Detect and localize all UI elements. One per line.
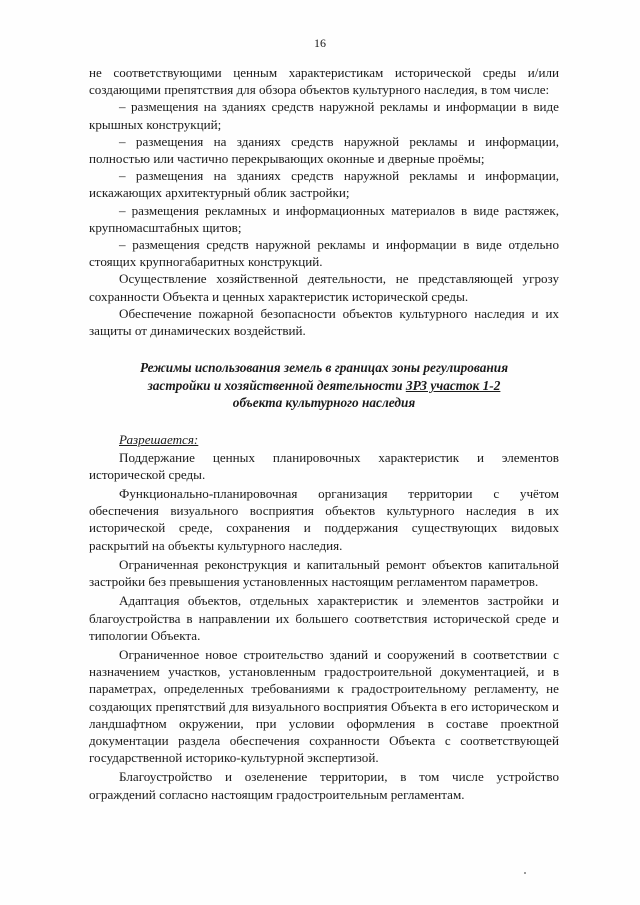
section-paragraph: Ограниченное новое строительство зданий и сооружений в соответствии с назначением участков, установленным градостроительной документацией, и в параметрах, определенных требованиями к градостроительному регламенту, не создающих препятствий для визуального восприятия Объекта в его историческом и ландшафтном окружении, при условии оформления в составе проектной документации раздела обеспечения сохранности Объекта с соответствующей государственной историко-культурной экспертизой. (89, 646, 559, 766)
section-paragraph: Функционально-планировочная организация территории с учётом обеспечения визуального восприятия объектов культурного наследия в их исторической среде, сохранения и поддержания существующих видовых раскрытий на объекты культурного наследия. (89, 486, 559, 553)
scan-speck (524, 872, 526, 874)
list-item: – размещения на зданиях средств наружной рекламы и информации, искажающих архитектурный облик застройки; (89, 168, 559, 201)
list-item: – размещения средств наружной рекламы и информации в виде отдельно стоящих крупногабаритных конструкций. (89, 237, 559, 270)
section-heading-line-2-text: застройки и хозяйственной деятельности (147, 377, 406, 393)
zone-code-underlined: ЗРЗ участок 1-2 (405, 377, 501, 393)
paragraph-economic-activity: Осуществление хозяйственной деятельности, не представляющей угрозу сохранности Объекта и ценных характеристик исторической среды. (89, 271, 559, 304)
section-heading (89, 359, 559, 411)
section-paragraph: Ограниченная реконструкция и капитальный ремонт объектов капитальной застройки без превышения установленных настоящим регламентом параметров. (89, 556, 559, 590)
list-item: – размещения на зданиях средств наружной рекламы и информации, полностью или частично перекрывающих оконные и дверные проёмы; (89, 133, 559, 167)
page-number: 16 (314, 36, 326, 50)
section-paragraph: Благоустройство и озеленение территории, в том числе устройство ограждений согласно настоящим градостроительным регламентам. (89, 769, 559, 802)
intro-lead-paragraph: не соответствующими ценным характеристикам исторической среды и/или создающими препятствия для обзора объектов культурного наследия, в том числе: (89, 65, 559, 98)
paragraph-fire-safety: Обеспечение пожарной безопасности объектов культурного наследия и их защиты от динамических воздействий. (89, 305, 559, 339)
section-paragraph: Поддержание ценных планировочных характеристик и элементов исторической среды. (89, 449, 559, 482)
list-item: – размещения на зданиях средств наружной рекламы и информации в виде крышных конструкций; (89, 99, 559, 132)
section-heading-line-1: Режимы использования земель в границах зоны регулирования (139, 360, 509, 376)
allowed-label: Разрешается: (119, 432, 199, 448)
list-item: – размещения рекламных и информационных материалов в виде растяжек, крупномасштабных щитов; (89, 202, 559, 235)
document-body (89, 64, 559, 803)
section-paragraph: Адаптация объектов, отдельных характеристик и элементов застройки и благоустройства в направлении их большего соответствия исторической среде и типологии Объекта. (89, 593, 559, 643)
section-heading-line-2 (89, 377, 559, 394)
section-heading-line-3: объекта культурного наследия (232, 395, 416, 411)
